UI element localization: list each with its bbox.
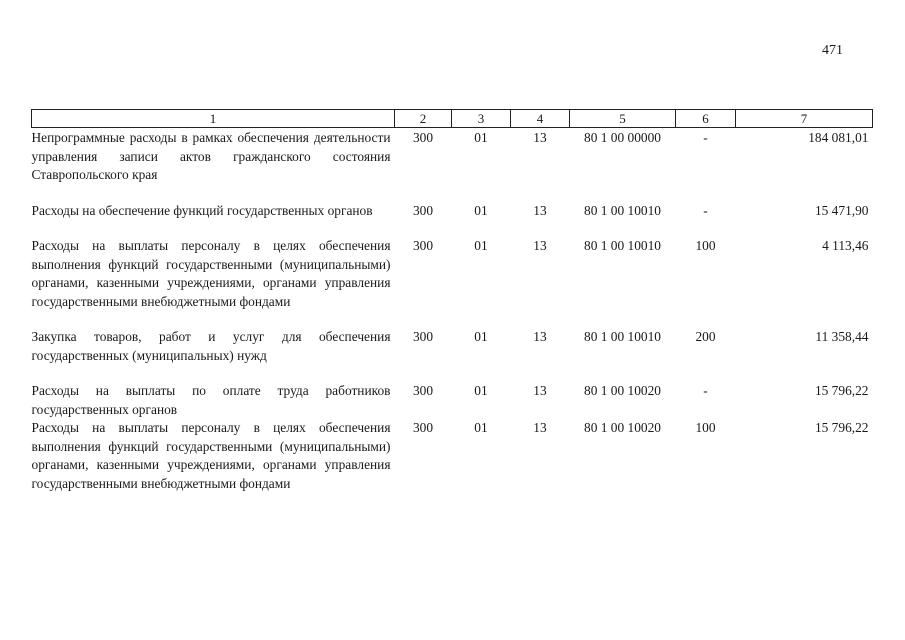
row-name: Расходы на обеспечение функций государственных органов xyxy=(31,202,373,218)
table-row xyxy=(32,202,873,238)
row-col-4: 13 xyxy=(533,202,547,218)
page-number: 471 xyxy=(822,43,843,58)
row-amount: 15 796,22 xyxy=(814,420,869,435)
row-amount: 11 358,44 xyxy=(815,329,869,344)
header-row xyxy=(32,110,873,128)
column-header-5: 5 xyxy=(570,110,676,128)
table-row xyxy=(32,128,873,202)
row-amount: 4 113,46 xyxy=(822,238,869,253)
table-row xyxy=(32,237,873,328)
row-col-6: - xyxy=(703,130,708,145)
column-header-1: 1 xyxy=(32,110,395,128)
row-col-5: 80 1 00 00000 xyxy=(584,130,661,145)
table-row xyxy=(32,328,873,382)
row-col-4: 13 xyxy=(533,329,547,344)
row-col-4: 13 xyxy=(533,238,547,253)
row-amount: 184 081,01 xyxy=(808,130,869,145)
column-header-3: 3 xyxy=(452,110,511,128)
row-col-3: 01 xyxy=(474,420,488,435)
column-header-6: 6 xyxy=(676,110,736,128)
row-name: Непрограммные расходы в рамках обеспечения деятельности управления записи актов гражданского состояния Ставропольского края xyxy=(31,130,391,182)
row-amount: 15 471,90 xyxy=(814,202,869,218)
row-col-3: 01 xyxy=(474,238,488,253)
row-name: Расходы на выплаты персоналу в целях обеспечения выполнения функций государственными (муниципальными) органами, казенными учреждениями, органами управления государственными внебюджетными фондами xyxy=(31,238,391,309)
row-col-6: 200 xyxy=(695,329,716,344)
row-name: Расходы на выплаты персоналу в целях обеспечения выполнения функций государственными (муниципальными) органами, казенными учреждениями, органами управления государственными внебюджетными фондами xyxy=(31,420,391,491)
row-col-2: 300 xyxy=(412,420,434,435)
row-col-4: 13 xyxy=(533,130,547,145)
row-col-6: - xyxy=(703,383,708,398)
row-col-5: 80 1 00 10010 xyxy=(584,329,661,344)
row-col-4: 13 xyxy=(533,383,547,398)
row-col-5: 80 1 00 10020 xyxy=(584,420,661,435)
row-col-6: 100 xyxy=(695,238,716,253)
row-col-2: 300 xyxy=(412,202,434,218)
column-header-4: 4 xyxy=(511,110,570,128)
row-col-3: 01 xyxy=(474,329,488,344)
row-col-5: 80 1 00 10010 xyxy=(584,202,661,218)
row-col-4: 13 xyxy=(533,420,547,435)
row-col-3: 01 xyxy=(474,383,488,398)
table-row xyxy=(32,382,873,419)
row-col-2: 300 xyxy=(412,383,434,398)
column-header-2: 2 xyxy=(395,110,452,128)
row-col-6: 100 xyxy=(695,420,716,435)
row-name: Расходы на выплаты по оплате труда работников государственных органов xyxy=(31,383,391,417)
row-name: Закупка товаров, работ и услуг для обеспечения государственных (муниципальных) нужд xyxy=(31,329,391,363)
column-header-7: 7 xyxy=(736,110,873,128)
budget-table xyxy=(31,109,873,493)
row-col-3: 01 xyxy=(474,202,488,218)
row-col-6: - xyxy=(703,202,708,218)
table-row xyxy=(32,419,873,493)
row-col-3: 01 xyxy=(474,130,488,145)
row-col-2: 300 xyxy=(412,329,434,344)
row-col-5: 80 1 00 10010 xyxy=(584,238,661,253)
row-col-2: 300 xyxy=(412,130,434,145)
row-amount: 15 796,22 xyxy=(814,383,869,398)
row-col-5: 80 1 00 10020 xyxy=(584,383,661,398)
row-col-2: 300 xyxy=(412,238,434,253)
